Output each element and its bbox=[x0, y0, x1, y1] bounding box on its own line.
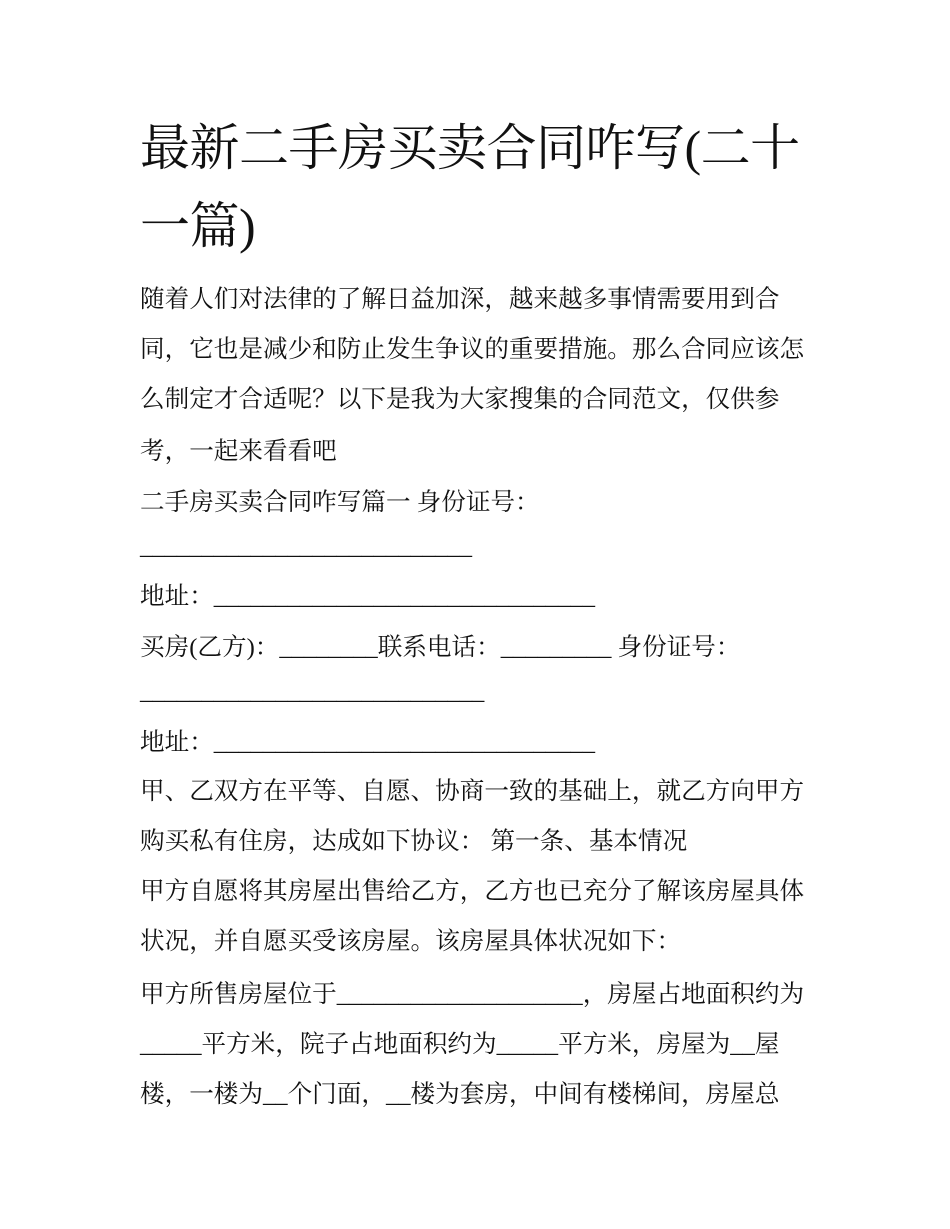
document-title-line-2: 一篇) bbox=[140, 198, 256, 254]
agreement-line-2: 购买私有住房，达成如下协议： 第一条、基本情况 bbox=[140, 828, 688, 855]
property-line-2: _____平方米，院子占地面积约为_____平方米，房屋为__屋 bbox=[140, 1031, 780, 1058]
section-heading-1: 二手房买卖合同咋写篇一 身份证号： bbox=[140, 489, 540, 516]
intro-line-4: 考，一起来看看吧 bbox=[140, 438, 337, 465]
buyer-address-line: 地址：_______________________________ bbox=[140, 729, 595, 756]
seller-address-line: 地址：_______________________________ bbox=[140, 583, 595, 610]
article-line-2: 状况，并自愿买受该房屋。该房屋具体状况如下： bbox=[140, 928, 682, 955]
id-number-blank: ___________________________ bbox=[140, 533, 473, 560]
property-line-1: 甲方所售房屋位于____________________，房屋占地面积约为 bbox=[140, 981, 805, 1008]
agreement-line-1: 甲、乙双方在平等、自愿、协商一致的基础上，就乙方向甲方 bbox=[140, 778, 805, 805]
property-line-3: 楼，一楼为__个门面，__楼为套房，中间有楼梯间，房屋总 bbox=[140, 1081, 780, 1108]
document-title-line-1: 最新二手房买卖合同咋写(二十 bbox=[140, 120, 800, 176]
intro-line-2: 同，它也是减少和防止发生争议的重要措施。那么合同应该怎 bbox=[140, 336, 805, 363]
intro-line-1: 随着人们对法律的了解日益加深，越来越多事情需要用到合 bbox=[140, 286, 780, 313]
buyer-info-line: 买房(乙方)：________联系电话：_________ 身份证号： bbox=[140, 634, 741, 661]
intro-line-3: 么制定才合适呢？以下是我为大家搜集的合同范文，仅供参 bbox=[140, 386, 780, 413]
buyer-id-blank: ____________________________ bbox=[140, 678, 485, 705]
article-line-1: 甲方自愿将其房屋出售给乙方，乙方也已充分了解该房屋具体 bbox=[140, 878, 805, 905]
